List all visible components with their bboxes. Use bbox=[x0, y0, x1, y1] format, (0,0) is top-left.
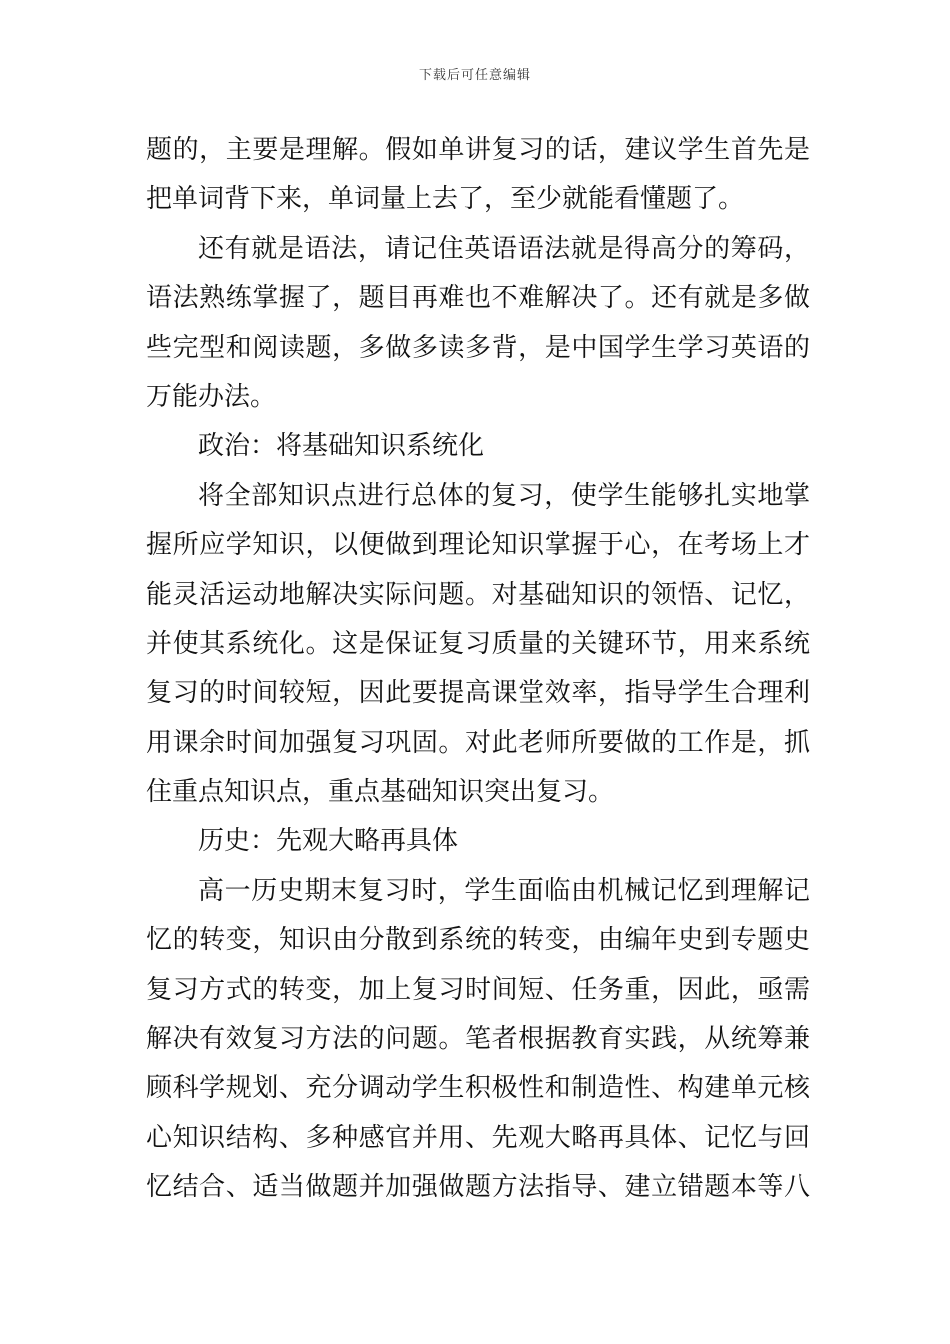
text-line: 忆的转变，知识由分散到系统的转变，由编年史到专题史 bbox=[146, 925, 810, 956]
text-line: 万能办法。 bbox=[146, 381, 277, 412]
section-heading: 政治：将基础知识系统化 bbox=[198, 431, 485, 462]
text-line: 忆结合、适当做题并加强做题方法指导、建立错题本等八 bbox=[146, 1172, 810, 1203]
text-line: 复习的时间较短，因此要提高课堂效率，指导学生合理利 bbox=[146, 678, 810, 709]
text-line: 还有就是语法，请记住英语语法就是得高分的筹码， bbox=[198, 233, 810, 264]
text-line: 心知识结构、多种感官并用、先观大略再具体、记忆与回 bbox=[146, 1122, 810, 1153]
text-line: 用课余时间加强复习巩固。对此老师所要做的工作是，抓 bbox=[146, 727, 810, 758]
text-line: 把单词背下来，单词量上去了，至少就能看懂题了。 bbox=[146, 184, 745, 215]
text-line: 将全部知识点进行总体的复习，使学生能够扎实地掌 bbox=[198, 480, 810, 511]
section-heading: 历史：先观大略再具体 bbox=[198, 826, 459, 857]
text-line: 解决有效复习方法的问题。笔者根据教育实践，从统筹兼 bbox=[146, 1024, 810, 1055]
page-header: 下载后可任意编辑 bbox=[418, 68, 531, 83]
text-line: 并使其系统化。这是保证复习质量的关键环节，用来系统 bbox=[146, 628, 810, 659]
text-line: 些完型和阅读题，多做多读多背，是中国学生学习英语的 bbox=[146, 332, 810, 363]
text-line: 高一历史期末复习时，学生面临由机械记忆到理解记 bbox=[198, 875, 810, 906]
text-line: 题的，主要是理解。假如单讲复习的话，建议学生首先是 bbox=[146, 135, 810, 165]
document-body bbox=[146, 126, 810, 1213]
text-line: 语法熟练掌握了，题目再难也不难解决了。还有就是多做 bbox=[146, 283, 810, 314]
text-line: 顾科学规划、充分调动学生积极性和制造性、构建单元核 bbox=[146, 1073, 810, 1104]
text-line: 住重点知识点，重点基础知识突出复习。 bbox=[146, 777, 615, 808]
text-line: 能灵活运动地解决实际问题。对基础知识的领悟、记忆， bbox=[146, 579, 810, 610]
text-line: 复习方式的转变，加上复习时间短、任务重，因此，亟需 bbox=[146, 974, 810, 1005]
text-line: 握所应学知识，以便做到理论知识掌握于心，在考场上才 bbox=[146, 530, 810, 561]
